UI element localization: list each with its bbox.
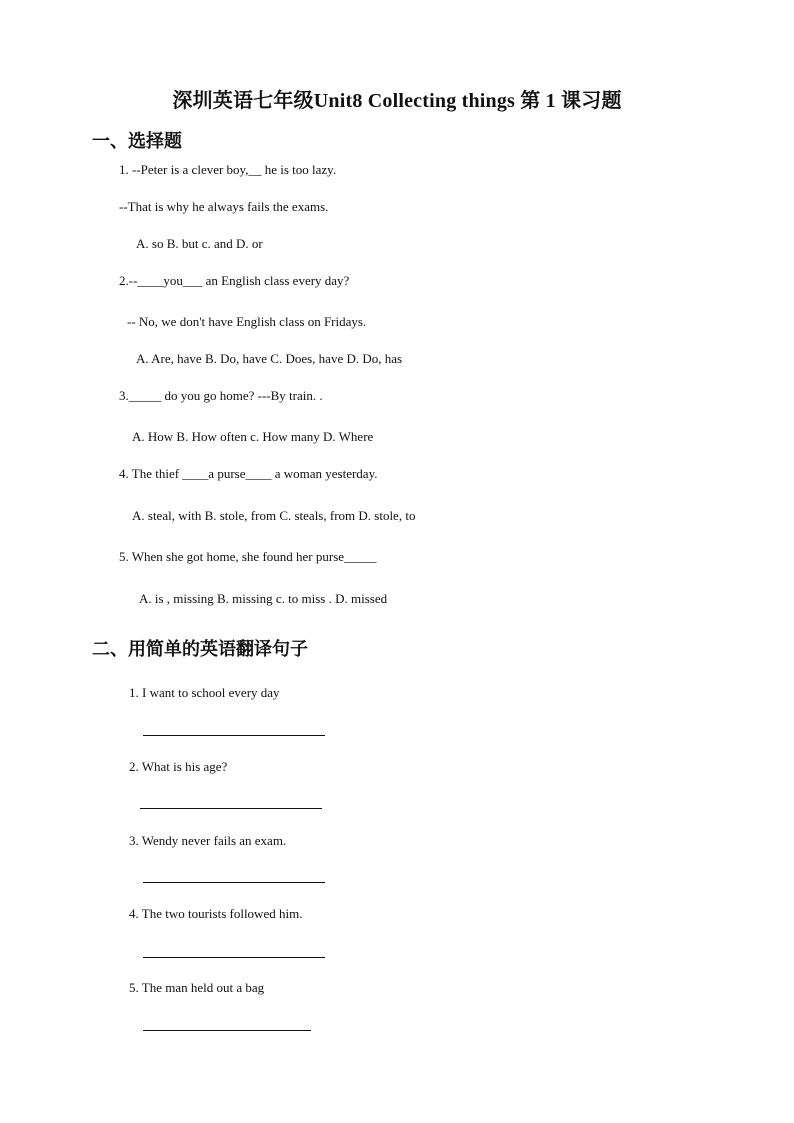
section-heading-multiple-choice: 一、选择题 [92,131,182,151]
answer-line-5[interactable] [143,1030,311,1031]
page-title: 深圳英语七年级Unit8 Collecting things 第 1 课习题 [172,90,622,112]
answer-line-2[interactable] [140,808,322,809]
translation-item-3: 3. Wendy never fails an exam. [129,833,287,848]
translation-item-2: 2. What is his age? [129,759,228,774]
question-4-options: A. steal, with B. stole, from C. steals, from D. stole, to [132,508,416,523]
translation-item-4: 4. The two tourists followed him. [129,906,303,921]
question-1-text: 1. --Peter is a clever boy,__ he is too lazy. [119,162,337,177]
question-3-options: A. How B. How often c. How many D. Where [132,429,374,444]
question-2-response: -- No, we don't have English class on Fridays. [127,314,367,329]
question-5-options: A. is , missing B. missing c. to miss . D. missed [139,591,388,606]
question-2-options: A. Are, have B. Do, have C. Does, have D. Do, has [136,351,403,366]
question-4-text: 4. The thief ____a purse____ a woman yesterday. [119,466,378,481]
question-1-options: A. so B. but c. and D. or [136,236,263,251]
question-1-response: --That is why he always fails the exams. [119,199,329,214]
translation-item-1: 1. I want to school every day [129,685,280,700]
answer-line-4[interactable] [143,957,325,958]
question-3-text: 3._____ do you go home? ---By train. . [119,388,323,403]
answer-line-3[interactable] [143,882,325,883]
translation-item-5: 5. The man held out a bag [129,980,265,995]
question-5-text: 5. When she got home, she found her purse_____ [119,549,377,564]
answer-line-1[interactable] [143,735,325,736]
section-heading-translation: 二、用简单的英语翻译句子 [92,639,308,659]
question-2-text: 2.--____you___ an English class every day? [119,273,350,288]
